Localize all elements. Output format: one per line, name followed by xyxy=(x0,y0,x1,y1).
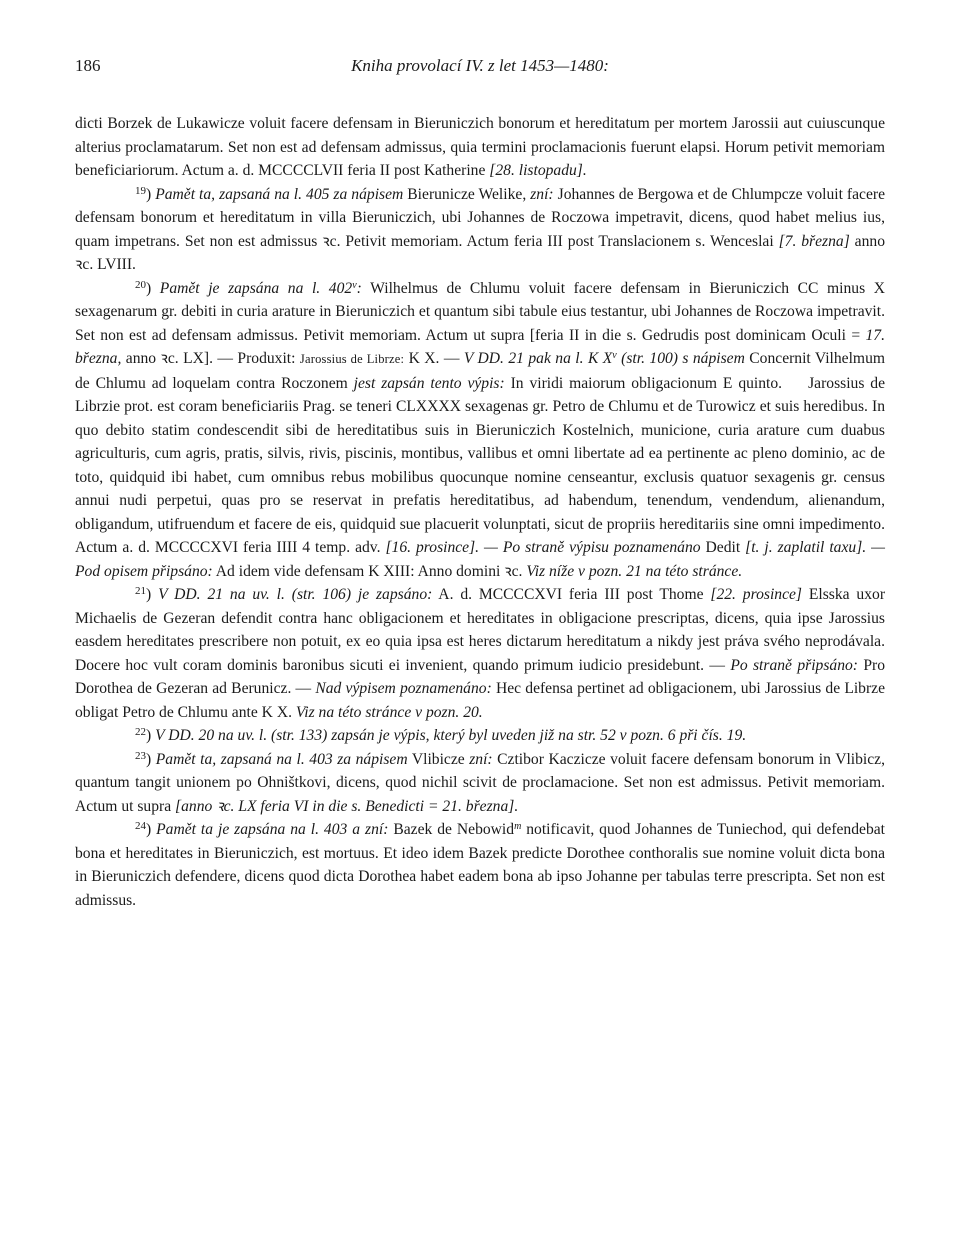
editor-note: (str. 100) s nápisem xyxy=(616,350,745,367)
editor-date: 17. března, xyxy=(75,326,885,367)
entry-text: Ad idem vide defensam K XIII: Anno domini ꝛc. xyxy=(212,562,527,580)
footnote-mark: 21 xyxy=(135,585,146,597)
footnote-20: $^{20}$) Pamět je zapsána na l. 402$^v$: Wilhelmus de Chlumu voluit facere defensam in Bieruniczich CC minus X sexagenarum gr. debiti in curia arature in Bieruniczich et quantum sibi tabule eius testantur, ubi Johannes de Roczowa impetravit. Set non est ad defensam admissus. Petivit memoriam. Actum ut supra [feria II in die s. Gedrudis post dominicam Oculi = 17. března, anno ꝛc. LX]. — Produxit: Jarossius de Librze: K X. — V DD. 21 pak na l. K $X^v$ (str. 100) s nápisem Concernit Vilhelmum de Chlumu ad loquelam contra Roczonem jest zapsán tento výpis: In viridi maiorum obligacionum E quinto. Jarossius de Librzie prot. est coram beneficiariis Prag. se teneri CLXXXX sexagenas gr. Petro de Chlumu et de Turowicz et suis heredibus. In quo debito statim condescendit sibi de hereditatibus suis in Bieruniczich Kostelnich, municione, curia arature cum duabus agriculturis, cum agris, pratis, silvis, rivis, piscinis, montibus, vallibus et omni libertate ad ea pertinente ac pleno dominio, ac de toto, quidquid ibi habet, cum omnibus rebus mobilibus quocunque nomine censeantur, exclusis quatuor sexagenis gr. census annui nudi perpetui, quas pro se reservat in prefatis hereditatibus, ad habendum, tenendum, vendendum, alienandum, obligandum, utifruendum et facere de eis, quidquid sue placuerit volunptati, sicut de propriis hereditariis sine omni impedimento. Actum a. d. MCCCCXVI feria IIII 4 temp. adv. [16. prosince]. — Po straně výpisu poznamenáno Dedit [t. j. zaplatil taxu]. — Pod opisem připsáno: Ad idem vide defensam K XIII: Anno domini ꝛc. Viz níže v pozn. 21 na této stránce. xyxy=(75,278,886,580)
entry-text: anno ꝛc. LVIII. xyxy=(75,232,885,273)
entry-text: Johannes de Bergowa et de Chlumpcze voluit facere defensam bonorum et hereditatum in villa Bieruniczich, ubi Johannes de Roczowa impetravit, dicens, quod habet melius ius, quam impetrans. Set non est admissus ꝛc. Petivit memoriam. Actum feria III post Translacionem s. Wenceslai xyxy=(75,185,886,250)
superscript: m xyxy=(514,821,522,832)
entry-text: A. d. MCCCCXVI feria III post Thome xyxy=(432,586,711,603)
editor-note: V DD. 21 na uv. l. (str. 106) je zapsáno: xyxy=(158,586,433,603)
editor-note: Pamět ta je zapsána na l. 403 a zní: xyxy=(156,821,389,838)
entry-heading: Bierunicze Welike, xyxy=(403,185,531,203)
editor-note: : xyxy=(356,279,362,297)
entry-heading: Vlibicze xyxy=(407,750,470,768)
entry-text: Wilhelmus de Chlumu voluit facere defensam in Bieruniczich CC minus X sexagenarum gr. debiti in curia arature in Bieruniczich et quantum sibi tabule eius testantur, ubi Johannes de Roczowa impetravit. Set non est ad defensam admissus. Petivit memoriam. Actum ut supra [feria II in die s. Gedrudis post dominicam Oculi = xyxy=(75,279,886,344)
superscript: v xyxy=(612,350,617,361)
editor-note: Nad výpisem poznamenáno: xyxy=(315,680,492,697)
footnote-23: $^{23}$) Pamět ta, zapsaná na l. 403 za nápisem Vlibicze zní: Cztibor Kaczicze voluit facere defensam bonorum in Vlibicz, quantum tangit unionem po Ohništkovi, dicens, quod nichil scivit de proclamacione. Set non est admissus. Petivit memoriam. Actum ut supra [anno ꝛc. LX feria VI in die s. Benedicti = 21. března]. xyxy=(75,749,885,815)
entry-text: notificavit, quod Johannes de Tuniechod, qui defendebat bona et hereditates in Bieruniczich, est mortuus. Et ideo idem Bazek predicte Dorothee conthoralis sue nomine voluit dicta bona in Bieruniczich defendere, dicens quod dicta Dorothea habet eadem bona ab ipso Johanne per tabulas terre prescripta. Set non est admissus. xyxy=(75,821,885,909)
entry-text: Bazek de Nebowid xyxy=(388,821,515,838)
entry-text: Dedit xyxy=(700,539,746,556)
editor-note: Viz na této stránce v pozn. 20. xyxy=(295,703,483,721)
footnote-mark: 24 xyxy=(135,820,146,832)
editor-note: Po straně připsáno: xyxy=(730,656,858,674)
footnote-22: $^{22}$) V DD. 20 na uv. l. (str. 133) zapsán je výpis, který byl uveden již na str. 52 v pozn. 6 při čís. 19. xyxy=(135,726,747,744)
entry-text: Jarossius de Librzie prot. est coram beneficiariis Prag. se teneri CLXXXX sexagenas gr. Petro de Chlumu et de Turowicz et suis heredibus. In quo debito statim condescendit sibi de hereditatibus suis in Bieruniczich Kostelnich, municione, curia arature cum duabus agriculturis, cum agris, pratis, silvis, rivis, piscinis, montibus, vallibus et omni libertate ad ea pertinente ac pleno dominio, ac de toto, quidquid ibi habet, cum omnibus rebus mobilibus quocunque nomine censeantur, exclusis quatuor sexagenis gr. census annui nudi perpetui, quas pro se reservat in prefatis hereditatibus, ad habendum, tenendum, vendendum, alienandum, obligandum, utifruendum et facere de eis, quidquid sue placuerit volunptati, sicut de propriis hereditariis sine omni impedimento. Actum a. d. MCCCCXVI feria IIII 4 temp. adv. xyxy=(75,374,886,556)
editor-note: V DD. 21 pak na l. K X xyxy=(463,350,613,367)
book-page xyxy=(75,56,885,912)
footnote-mark: 22 xyxy=(135,726,146,738)
editor-note: zní: xyxy=(530,185,554,203)
editor-note: [t. j. zaplatil taxu]. — Pod opisem připsáno: xyxy=(75,539,885,580)
editor-note: Pamět ta, zapsaná na l. 403 za nápisem xyxy=(155,750,408,768)
page-number: 186 xyxy=(75,56,101,75)
entry-text: Elsska uxor Michaelis de Gezeran defendit contra hanc obligacionem et hereditates in obligacione prescriptas, dicens, quia ipse Jarossius easdem hereditates prescribere non potuit, ex eo quia ipsa est heres dictarum hereditatum a nikdy jest práva svého neprodávala. Docere hoc vult coram dominis baronibus sicuti ei invenient, quando primum iudicio presidebunt. — xyxy=(75,586,886,674)
superscript: v xyxy=(352,279,357,291)
running-header xyxy=(75,56,885,86)
editor-date: [anno ꝛc. LX feria VI in die s. Benedicti = 21. března]. xyxy=(175,797,519,815)
footnote-24: $^{24}$) Pamět ta je zapsána na l. 403 a zní: Bazek de Nebowid$^m$ notificavit, quod Johannes de Tuniechod, qui defendebat bona et hereditates in Bieruniczich, est mortuus. Et ideo idem Bazek predicte Dorothee conthoralis sue nomine voluit dicta bona in Bieruniczich defendere, dicens quod dicta Dorothea habet eadem bona ab ipso Johanne per tabulas terre prescripta. Set non est admissus. xyxy=(75,820,885,909)
continued-paragraph xyxy=(75,112,885,183)
editor-date: [7. března] xyxy=(778,232,850,250)
footnote-mark: 23 xyxy=(135,749,146,762)
editor-date: [22. prosince] xyxy=(710,586,802,603)
entry-text: Concernit Vilhelmum de Chlumu ad loquelam contra Roczonem xyxy=(75,350,885,392)
footnote-mark: 20 xyxy=(135,278,146,291)
footnote-text xyxy=(75,112,885,912)
editor-date: [28. listopadu]. xyxy=(489,162,587,179)
editor-note: [16. prosince]. — Po straně výpisu poznamenáno xyxy=(385,539,701,556)
entry-text: Cztibor Kaczicze voluit facere defensam bonorum in Vlibicz, quantum tangit unionem po Ohništkovi, dicens, quod nichil scivit de proclamacione. Set non est admissus. Petivit memoriam. Actum ut supra xyxy=(75,750,885,815)
editor-note: Pamět ta, zapsaná na l. 405 za nápisem xyxy=(155,185,404,203)
entry-text: In viridi maiorum obligacionum E quinto. xyxy=(504,374,783,392)
entry-text: Hec defensa pertinet ad obligacionem, ubi Jarossius de Librze obligat Petro de Chlumu ante K X. xyxy=(75,680,886,721)
editor-note: jest zapsán tento výpis: xyxy=(353,374,505,392)
footnote-mark: 19 xyxy=(135,184,146,197)
small-caps-text: Jarossius de Librze: xyxy=(299,352,405,366)
footnote-21: $^{21}$) V DD. 21 na uv. l. (str. 106) je zapsáno: A. d. MCCCCXVI feria III post Thome [22. prosince] Elsska uxor Michaelis de Gezeran defendit contra hanc obligacionem et hereditates in obligacione prescriptas, dicens, quia ipse Jarossius easdem hereditates prescribere non potuit, ex eo quia ipsa est heres dictarum hereditatum a nikdy jest práva svého neprodávala. Docere hoc vult coram dominis baronibus sicuti ei invenient, quando primum iudicio presidebunt. — Po straně připsáno: Pro Dorothea de Gezeran ad Berunicz. — Nad výpisem poznamenáno: Hec defensa pertinet ad obligacionem, ubi Jarossius de Librze obligat Petro de Chlumu ante K X. Viz na této stránce v pozn. 20. xyxy=(75,585,886,721)
editor-note: Viz níže v pozn. 21 na této stránce. xyxy=(526,562,743,580)
running-title: Kniha provolací IV. z let 1453—1480: xyxy=(351,56,609,75)
footnote-19: $^{19}$) Pamět ta, zapsaná na l. 405 za nápisem Bierunicze Welike, zní: Johannes de Bergowa et de Chlumpcze voluit facere defensam bonorum et hereditatum in villa Bieruniczich, ubi Johannes de Roczowa impetravit, dicens, quod habet melius ius, quam impetrans. Set non est admissus ꝛc. Petivit memoriam. Actum feria III post Translacionem s. Wenceslai [7. března] anno ꝛc. LVIII. xyxy=(75,184,886,273)
entry-text: K X. — xyxy=(404,350,464,367)
entry-text: Pro Dorothea de Gezeran ad Berunicz. — xyxy=(75,656,886,697)
editor-note: Pamět je zapsána na l. 402 xyxy=(159,279,353,297)
editor-note: zní: xyxy=(469,750,493,768)
entry-text: anno ꝛc. LX]. — Produxit: xyxy=(121,350,300,367)
paragraph-text: dicti Borzek de Lukawicze voluit facere defensam in Bieruniczich bonorum et hereditatum per mortem Jarossii aut cuiuscunque alterius proclamatarum. Set non est ad defensam admissus, quia termini proclamacionis fuerunt elapsi. Horum petivit memoriam beneficiariorum. Actum a. d. MCCCCLVII feria II post Katherine xyxy=(75,115,885,179)
editor-note: V DD. 20 na uv. l. (str. 133) zapsán je výpis, který byl uveden již na str. 52 v pozn. 6 při čís. 19. xyxy=(155,727,747,744)
